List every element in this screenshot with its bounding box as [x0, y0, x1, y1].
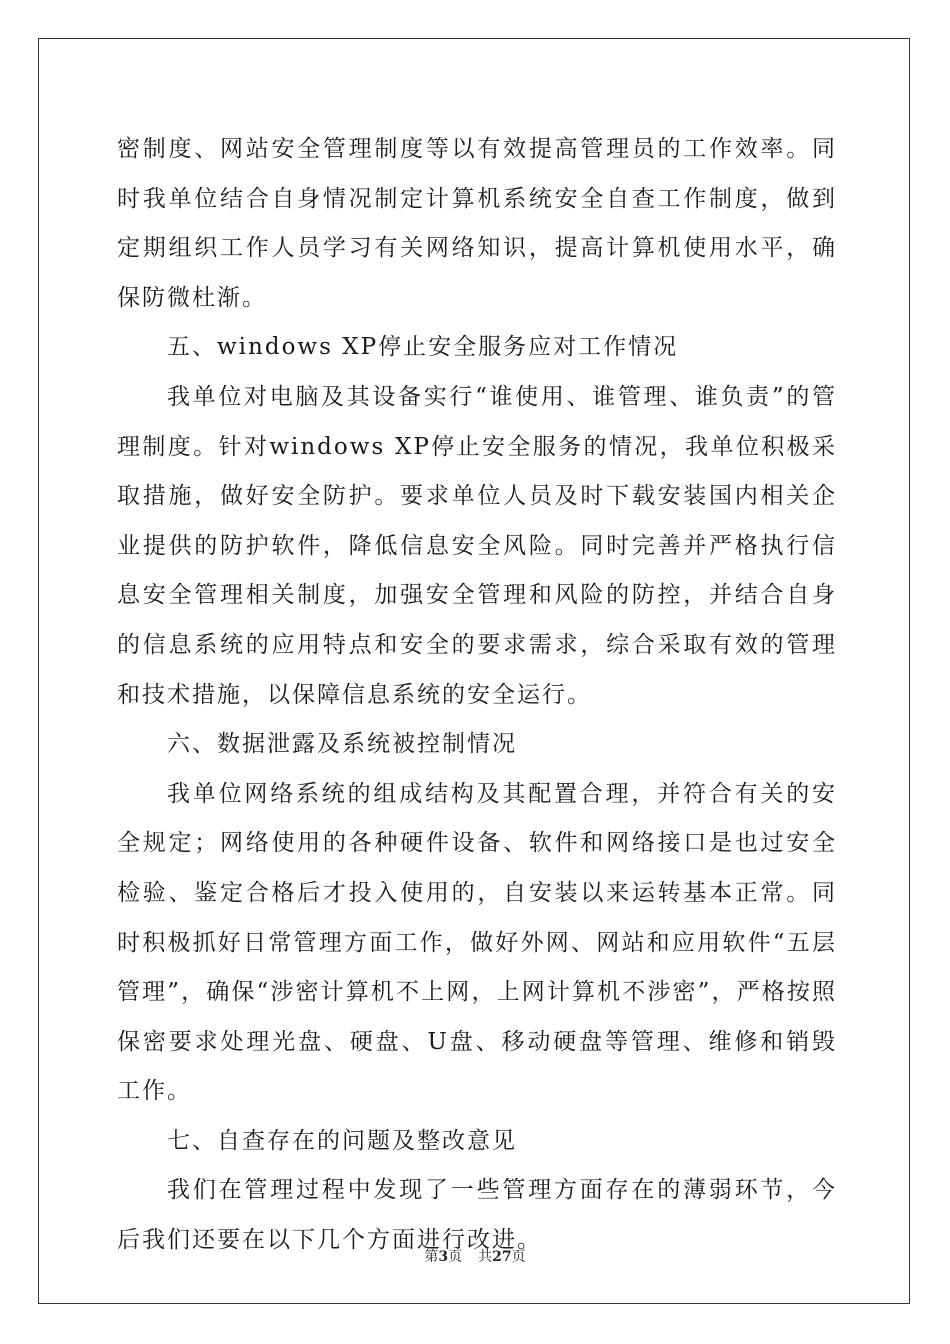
paragraph-section-7: 我们在管理过程中发现了一些管理方面存在的薄弱环节，今后我们还要在以下几个方面进行改进。	[117, 1177, 837, 1254]
page-number: 3	[438, 1249, 449, 1265]
section-heading-7: 七、自查存在的问题及整改意见	[167, 1127, 517, 1154]
section-heading-6: 六、数据泄露及系统被控制情况	[167, 731, 517, 758]
total-prefix: 共	[478, 1249, 493, 1265]
total-suffix: 页	[511, 1249, 526, 1265]
total-pages: 27	[492, 1249, 512, 1265]
page-prefix: 第	[424, 1249, 439, 1265]
page-suffix: 页	[448, 1249, 463, 1265]
document-body	[117, 125, 837, 1266]
paragraph-continuation: 密制度、网站安全管理制度等以有效提高管理员的工作效率。同时我单位结合自身情况制定计算机系统安全自查工作制度，做到定期组织工作人员学习有关网络知识，提高计算机使用水平，确保防微杜渐。	[117, 136, 837, 311]
page-footer	[0, 1246, 950, 1266]
section-heading-5: 五、windows XP停止安全服务应对工作情况	[167, 334, 679, 361]
paragraph-section-5: 我单位对电脑及其设备实行“谁使用、谁管理、谁负责”的管理制度。针对windows XP停止安全服务的情况，我单位积极采取措施，做好安全防护。要求单位人员及时下载安装国内相关企业提供的防护软件，降低信息安全风险。同时完善并严格执行信息安全管理相关制度，加强安全管理和风险的防控，并结合自身的信息系统的应用特点和安全的要求需求，综合采取有效的管理和技术措施，以保障信息系统的安全运行。	[117, 383, 837, 708]
paragraph-section-6: 我单位网络系统的组成结构及其配置合理，并符合有关的安全规定；网络使用的各种硬件设备、软件和网络接口是也过安全检验、鉴定合格后才投入使用的，自安装以来运转基本正常。同时积极抓好日常管理方面工作，做好外网、网站和应用软件“五层管理”，确保“涉密计算机不上网，上网计算机不涉密”，严格按照保密要求处理光盘、硬盘、U盘、移动硬盘等管理、维修和销毁工作。	[117, 780, 837, 1105]
